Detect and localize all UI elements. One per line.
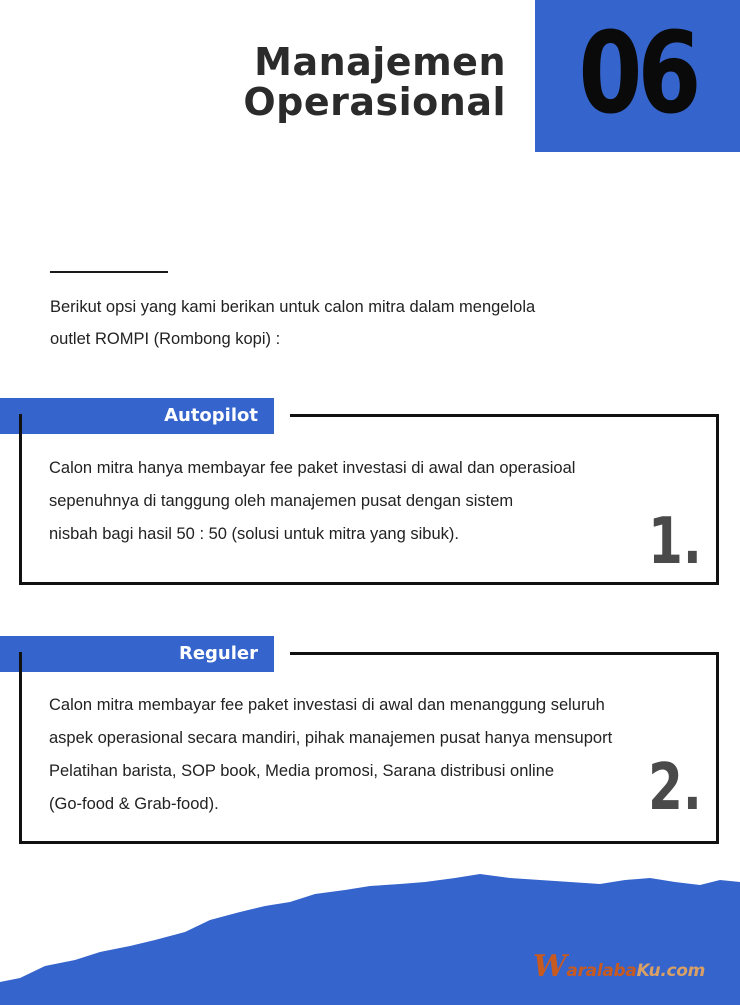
- intro-line-1: Berikut opsi yang kami berikan untuk calon mitra dalam mengelola: [50, 298, 536, 316]
- watermark-initial: W: [533, 949, 567, 984]
- page-title-line-2: Operasional: [243, 80, 506, 124]
- section-number-block: [535, 0, 740, 152]
- watermark-suffix: Ku.com: [636, 961, 706, 981]
- box-top-border: [290, 652, 719, 655]
- option-number: 2.: [648, 751, 702, 825]
- watermark-middle: aralaba: [566, 961, 637, 981]
- option-tab-label: Autopilot: [164, 405, 258, 426]
- option-line: sepenuhnya di tanggung oleh manajemen pusat dengan sistem: [49, 492, 514, 510]
- option-tab-label: Reguler: [178, 643, 258, 664]
- option-line: (Go-food & Grab-food).: [49, 795, 219, 813]
- intro-line-2: outlet ROMPI (Rombong kopi) :: [50, 330, 281, 348]
- option-line: nisbah bagi hasil 50 : 50 (solusi untuk mitra yang sibuk).: [49, 525, 459, 543]
- option-box-reguler: [19, 652, 719, 844]
- option-box-autopilot: [19, 414, 719, 585]
- option-number: 1.: [648, 505, 702, 579]
- option-line: Calon mitra hanya membayar fee paket investasi di awal dan operasioal: [49, 459, 576, 477]
- box-top-border: [290, 414, 719, 417]
- option-line: Pelatihan barista, SOP book, Media promosi, Sarana distribusi online: [49, 762, 555, 780]
- section-number: 06: [578, 9, 697, 139]
- option-line: aspek operasional secara mandiri, pihak manajemen pusat hanya mensuport: [49, 729, 613, 747]
- intro-text: [50, 291, 670, 355]
- page-title: [243, 42, 506, 122]
- divider-line: [50, 271, 168, 273]
- option-line: Calon mitra membayar fee paket investasi di awal dan menanggung seluruh: [49, 696, 605, 714]
- page-title-line-1: Manajemen: [254, 40, 506, 84]
- watermark-logo: [533, 949, 706, 986]
- option-description: [49, 452, 649, 551]
- option-description: [49, 689, 649, 821]
